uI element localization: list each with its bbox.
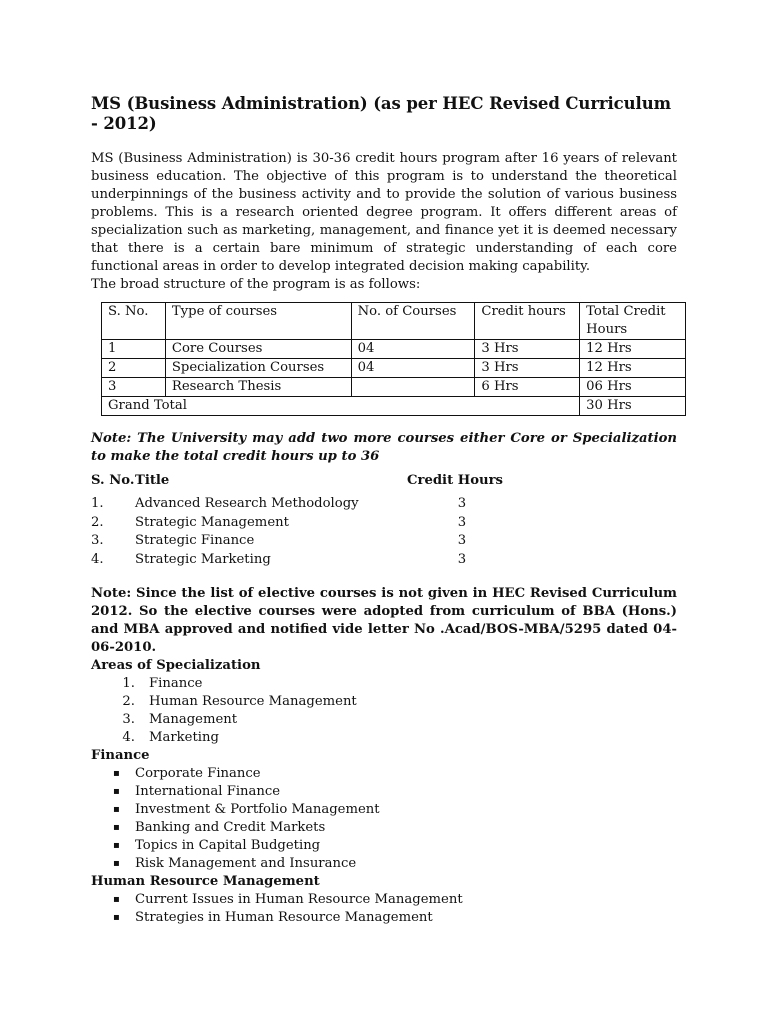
intro-paragraph: MS (Business Administration) is 30-36 credit hours program after 16 years of relevant business education. The objective of this program is to understand the theoretical underpinnings of the business activity and to provide the solution of various business problems. This is a research oriented degree program. It offers different areas of specialization such as marketing, management, and finance yet it is deemed necessary that there is a certain bare minimum of strategic understanding of each core functional areas in order to develop integrated decision making capability. — [91, 151, 677, 274]
square-bullet-icon: ▪ — [113, 804, 120, 815]
square-bullet-icon: ▪ — [113, 822, 120, 833]
list-number: 1. — [122, 676, 135, 691]
course-credit: 3 — [457, 551, 467, 567]
table-total-row — [102, 397, 686, 416]
areas-list — [91, 675, 677, 747]
table-cell: 3 Hrs — [475, 359, 580, 378]
table-cell: Research Thesis — [165, 378, 351, 397]
table-cell: 12 Hrs — [580, 340, 686, 359]
elective-note: Note: Since the list of elective courses is not given in HEC Revised Curriculum 2012. So the elective courses were adopted from curriculum of BBA (Hons.) and MBA approved and notified vide letter No .Acad/BOS-MBA/5295 dated 04-06-2010. — [91, 586, 677, 655]
list-number: 4. — [122, 730, 135, 745]
course-title: Strategic Finance — [135, 533, 255, 548]
list-item — [91, 855, 677, 873]
table-header-cell: Total Credit Hours — [580, 303, 686, 340]
course-credit: 3 — [457, 514, 467, 530]
course-title: Strategic Management — [135, 514, 289, 530]
square-bullet-icon: ▪ — [113, 894, 120, 905]
document-page — [91, 94, 677, 927]
optional-courses-header — [91, 472, 677, 490]
table-cell: 06 Hrs — [580, 378, 686, 397]
table-header-cell: Credit hours — [475, 303, 580, 340]
table-cell: 04 — [351, 359, 475, 378]
course-number: 4. — [91, 551, 104, 567]
table-cell: Core Courses — [165, 340, 351, 359]
course-number: 3. — [91, 533, 104, 548]
list-item — [91, 675, 677, 693]
list-item — [91, 801, 677, 819]
list-item — [91, 711, 677, 729]
list-item — [91, 909, 677, 927]
grand-total-label: Grand Total — [102, 397, 580, 416]
hrm-heading: Human Resource Management — [91, 874, 320, 889]
finance-course: Risk Management and Insurance — [135, 856, 357, 871]
table-cell: 1 — [102, 340, 166, 359]
areas-heading: Areas of Specialization — [91, 658, 261, 673]
course-number: 2. — [91, 514, 104, 530]
table-header-cell: No. of Courses — [351, 303, 475, 340]
column-header-sno: S. No. — [91, 473, 135, 488]
finance-course: Topics in Capital Budgeting — [135, 838, 321, 853]
area-label: Management — [149, 712, 238, 727]
hrm-list — [91, 891, 677, 927]
area-label: Finance — [149, 676, 203, 691]
square-bullet-icon: ▪ — [113, 786, 120, 797]
hrm-course: Strategies in Human Resource Management — [135, 910, 433, 925]
column-header-title: Title — [135, 473, 170, 488]
list-item — [91, 532, 677, 551]
table-cell: 3 — [102, 378, 166, 397]
finance-list — [91, 765, 677, 873]
list-item — [91, 819, 677, 837]
finance-course: Corporate Finance — [135, 766, 261, 781]
list-item — [91, 783, 677, 801]
list-item — [91, 551, 677, 570]
university-note: Note: The University may add two more courses either Core or Specialization to make the total credit hours up to 36 — [91, 431, 677, 464]
list-item — [91, 729, 677, 747]
table-cell: 6 Hrs — [475, 378, 580, 397]
broad-structure-text: The broad structure of the program is as follows: — [91, 277, 421, 292]
course-credit: 3 — [457, 533, 467, 548]
table-row — [102, 359, 686, 378]
square-bullet-icon: ▪ — [113, 840, 120, 851]
list-item — [91, 495, 677, 514]
table-row — [102, 340, 686, 359]
table-cell — [351, 378, 475, 397]
list-number: 2. — [122, 694, 135, 709]
course-number: 1. — [91, 496, 104, 511]
finance-course: Investment & Portfolio Management — [135, 802, 380, 817]
course-title: Strategic Marketing — [135, 551, 271, 567]
table-cell: 2 — [102, 359, 166, 378]
page-title: MS (Business Administration) (as per HEC Revised Curriculum - 2012) — [91, 94, 671, 133]
square-bullet-icon: ▪ — [113, 912, 120, 923]
list-item — [91, 693, 677, 711]
list-number: 3. — [122, 712, 135, 727]
course-title: Advanced Research Methodology — [135, 496, 359, 511]
finance-course: Banking and Credit Markets — [135, 820, 326, 835]
table-cell: 12 Hrs — [580, 359, 686, 378]
table-cell: 3 Hrs — [475, 340, 580, 359]
table-header-cell: S. No. — [102, 303, 166, 340]
table-header-cell: Type of courses — [165, 303, 351, 340]
hrm-course: Current Issues in Human Resource Management — [135, 892, 463, 907]
square-bullet-icon: ▪ — [113, 768, 120, 779]
list-item — [91, 514, 677, 533]
list-item — [91, 765, 677, 783]
square-bullet-icon: ▪ — [113, 858, 120, 869]
grand-total-value: 30 Hrs — [580, 397, 686, 416]
structure-table — [101, 302, 686, 416]
area-label: Human Resource Management — [149, 694, 357, 709]
column-header-credit: Credit Hours — [407, 473, 503, 488]
course-credit: 3 — [457, 496, 467, 511]
finance-heading: Finance — [91, 748, 150, 763]
table-header-row — [102, 303, 686, 340]
area-label: Marketing — [149, 730, 219, 745]
table-cell: 04 — [351, 340, 475, 359]
list-item — [91, 891, 677, 909]
table-cell: Specialization Courses — [165, 359, 351, 378]
finance-course: International Finance — [135, 784, 281, 799]
table-row — [102, 378, 686, 397]
list-item — [91, 837, 677, 855]
